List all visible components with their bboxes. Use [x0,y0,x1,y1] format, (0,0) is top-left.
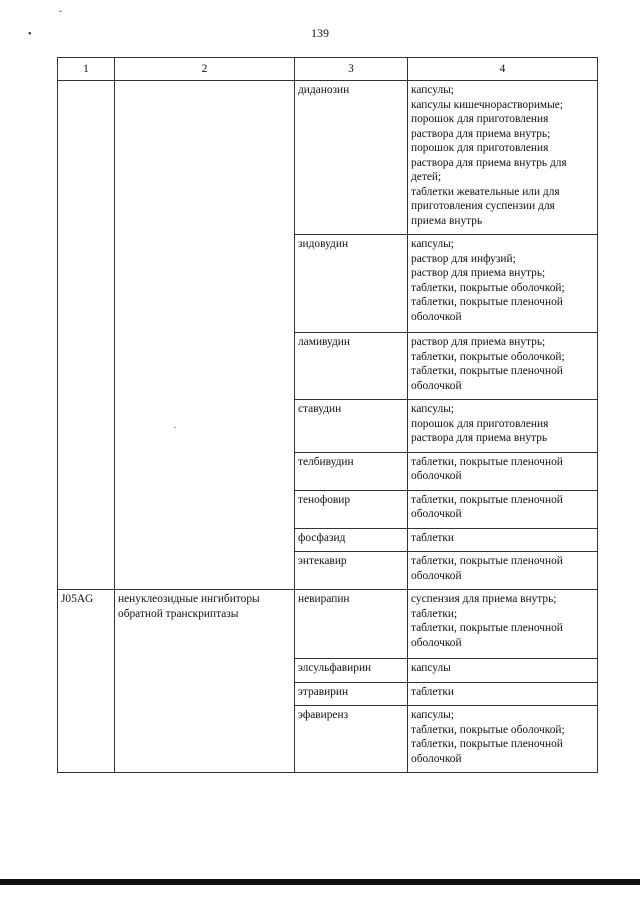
drug-forms-line: оболочкой [411,310,462,323]
page-number: 139 [311,26,329,40]
drug-forms-line: таблетки жевательные или для [411,185,560,198]
drug-forms [408,235,598,333]
scan-speck: ˇ [59,9,62,19]
drug-name: невирапин [295,590,408,659]
drug-forms [408,706,598,773]
drug-name: диданозин [295,81,408,235]
drug-forms [408,400,598,453]
drug-forms-line: раствор для приема внутрь; [411,267,546,279]
drug-forms-line: оболочкой [411,636,462,649]
drug-forms-line: таблетки; [411,607,458,620]
drug-forms-line: таблетки, покрытые пленочной [411,493,563,506]
group2-name-line: обратной транскриптазы [118,607,239,620]
drug-forms-line: суспензия для приема внутрь; [411,593,557,605]
drug-forms-line: капсулы; [411,709,454,721]
drug-forms [408,659,598,683]
drug-name: эфавиренз [295,706,408,773]
drug-forms-line: капсулы [411,662,451,674]
drug-forms [408,333,598,400]
drug-forms-line: оболочкой [411,569,462,582]
drug-forms-line: оболочкой [411,508,462,520]
drug-forms-line: капсулы; [411,84,454,96]
drug-forms-line: оболочкой [411,752,462,765]
scan-speck [174,427,176,428]
table-row [58,81,598,235]
header-col-3: 3 [295,58,408,81]
group1-name [115,81,295,590]
header-row [58,58,598,81]
header-col-4: 4 [408,58,598,81]
drug-forms-line: оболочкой [411,379,462,392]
header-col-1: 1 [58,58,115,81]
drug-forms [408,490,598,528]
drug-name: этравирин [295,682,408,706]
drug-forms-line: приема внутрь [411,214,483,227]
drug-forms [408,81,598,235]
drug-name: энтекавир [295,552,408,590]
drug-forms-line: таблетки, покрытые оболочкой; [411,350,565,363]
group1-code [58,81,115,590]
group2-name-line: ненуклеозидные ингибиторы [118,593,260,605]
drug-name: элсульфавирин [295,659,408,683]
bottom-rule [0,879,640,885]
drug-forms-line: таблетки [411,531,455,544]
group2-code: J05AG [58,590,115,773]
drug-forms-line: раствор для приема внутрь; [411,336,546,348]
drug-forms-line: таблетки, покрытые оболочкой; [411,281,565,294]
drug-forms [408,528,598,552]
drug-forms-line: капсулы; [411,403,454,415]
drug-forms-line: порошок для приготовления [411,417,549,430]
drug-forms-line: раствора для приема внутрь [411,432,548,444]
drug-forms [408,682,598,706]
drug-forms-line: раствора для приема внутрь для [411,156,567,169]
drug-forms-line: детей; [411,171,442,183]
drug-table [57,57,598,773]
drug-forms-line: порошок для приготовления [411,142,549,154]
drug-forms-line: приготовления суспензии для [411,200,555,212]
drug-name: ставудин [295,400,408,453]
drug-forms-line: таблетки, покрытые оболочкой; [411,723,565,736]
drug-name: тенофовир [295,490,408,528]
table-row [58,590,598,659]
scan-speck: • [28,29,32,40]
group2-name [115,590,295,773]
drug-forms-line: порошок для приготовления [411,113,549,125]
drug-forms-line: оболочкой [411,470,462,482]
drug-forms-line: капсулы кишечнорастворимые; [411,98,563,111]
drug-forms [408,452,598,490]
drug-forms [408,552,598,590]
drug-forms-line: таблетки, покрытые пленочной [411,738,563,750]
drug-forms-line: таблетки, покрытые пленочной [411,555,563,567]
drug-forms-line: раствор для инфузий; [411,252,516,265]
drug-forms-line: таблетки, покрытые пленочной [411,455,563,468]
drug-name: телбивудин [295,452,408,490]
drug-forms [408,590,598,659]
drug-name: фосфазид [295,528,408,552]
drug-forms-line: таблетки, покрытые пленочной [411,296,563,308]
drug-forms-line: таблетки, покрытые пленочной [411,365,563,377]
drug-forms-line: таблетки, покрытые пленочной [411,622,563,634]
header-col-2: 2 [115,58,295,81]
drug-forms-line: капсулы; [411,238,454,250]
drug-forms-line: раствора для приема внутрь; [411,127,551,140]
drug-name: ламивудин [295,333,408,400]
drug-forms-line: таблетки [411,685,455,698]
drug-name: зидовудин [295,235,408,333]
